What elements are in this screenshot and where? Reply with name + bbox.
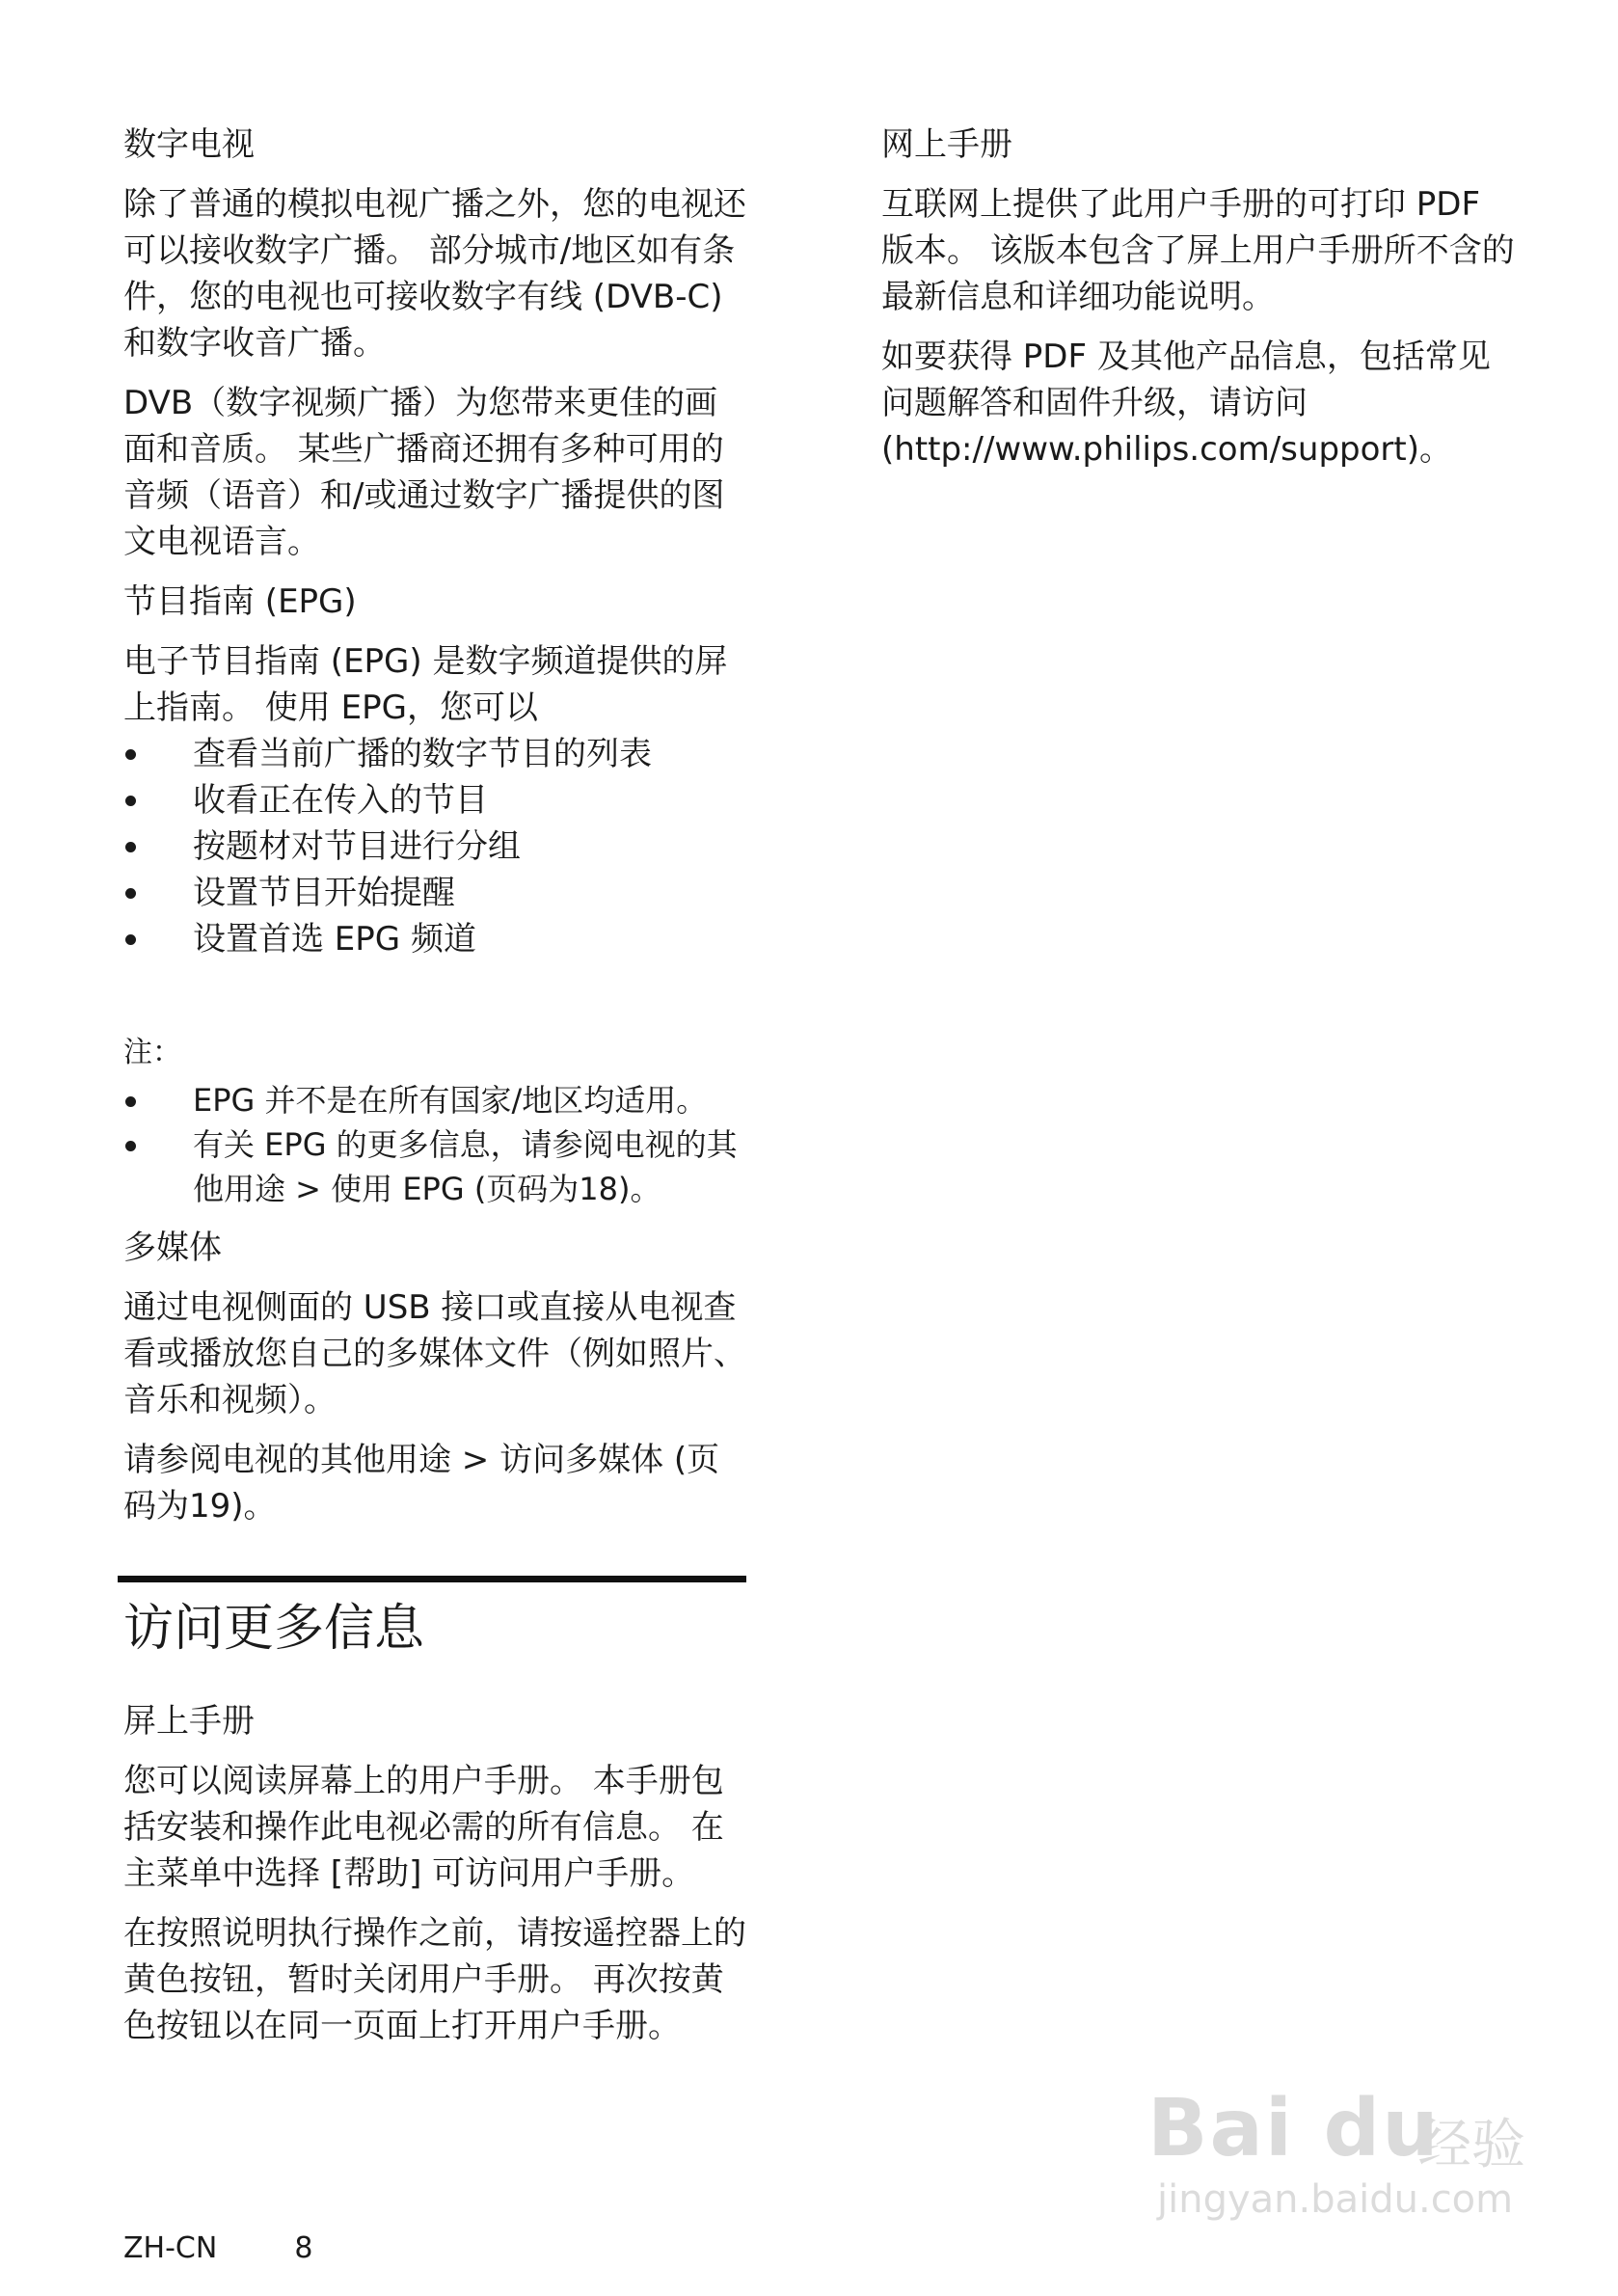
onscreen-manual-paragraph-1: 您可以阅读屏幕上的用户手册。 本手册包括安装和操作此电视必需的所有信息。 在主菜单中选择 [帮助] 可访问用户手册。: [123, 1762, 724, 1893]
multimedia-paragraph-2: 请参阅电视的其他用途 > 访问多媒体 (页码为19)。: [123, 1441, 720, 1526]
section-online-manual: [881, 122, 1518, 473]
list-item: [123, 824, 750, 870]
page-footer: [123, 2229, 312, 2268]
bullet-icon: [125, 1141, 136, 1151]
bullet-icon: [125, 888, 136, 899]
list-item: [123, 1078, 750, 1122]
chapter-title: 访问更多信息: [123, 1600, 425, 1658]
note-text: EPG 并不是在所有国家/地区均适用。: [193, 1082, 708, 1119]
bullet-icon: [125, 749, 136, 760]
list-item-text: 设置首选 EPG 频道: [193, 920, 476, 959]
bullet-icon: [125, 934, 136, 945]
list-item: [123, 777, 750, 824]
watermark-cn: 经验: [1417, 2114, 1525, 2176]
list-item-text: 按题材对节目进行分组: [193, 827, 521, 866]
online-manual-heading: 网上手册: [881, 125, 1012, 164]
note-label: 注：: [123, 1036, 181, 1069]
section-divider: [118, 1576, 746, 1582]
onscreen-manual-paragraph-2: 在按照说明执行操作之前，请按遥控器上的黄色按钮，暂时关闭用户手册。 再次按黄色按钮以在同一页面上打开用户手册。: [123, 1914, 746, 2045]
list-item: [123, 731, 750, 777]
note-text: 有关 EPG 的更多信息，请参阅电视的其他用途 > 使用 EPG (页码为18)。: [193, 1126, 738, 1207]
epg-intro: 电子节目指南 (EPG) 是数字频道提供的屏上指南。 使用 EPG，您可以: [123, 642, 728, 727]
digital-tv-paragraph-2: DVB（数字视频广播）为您带来更佳的画面和音质。 某些广播商还拥有多种可用的音频（语音）和/或通过数字广播提供的图文电视语言。: [123, 384, 725, 561]
list-item: [123, 916, 750, 962]
left-column: [123, 122, 750, 2063]
bullet-icon: [125, 796, 136, 806]
list-item: [123, 870, 750, 916]
baidu-watermark: [1128, 2054, 1533, 2228]
list-item: [123, 1122, 750, 1211]
bullet-icon: [125, 842, 136, 852]
list-item-text: 收看正在传入的节目: [193, 781, 488, 820]
multimedia-paragraph-1: 通过电视侧面的 USB 接口或直接从电视查看或播放您自己的多媒体文件（例如照片、音乐和视频）。: [123, 1288, 746, 1419]
list-item-text: 设置节目开始提醒: [193, 874, 455, 912]
multimedia-heading: 多媒体: [123, 1229, 222, 1267]
online-manual-paragraph-1: 互联网上提供了此用户手册的可打印 PDF 版本。 该版本包含了屏上用户手册所不含的最新信息和详细功能说明。: [881, 185, 1515, 316]
section-digital-tv: [123, 122, 750, 565]
epg-feature-list: [123, 731, 750, 962]
list-item-text: 查看当前广播的数字节目的列表: [193, 735, 652, 773]
watermark-url: jingyan.baidu.com: [1157, 2177, 1514, 2222]
watermark-brand: Bai du: [1147, 2083, 1441, 2174]
epg-heading: 节目指南 (EPG): [123, 582, 357, 621]
page-number: 8: [294, 2231, 313, 2265]
section-epg: [123, 579, 750, 1211]
digital-tv-paragraph-1: 除了普通的模拟电视广播之外，您的电视还可以接收数字广播。 部分城市/地区如有条件，您的电视也可接收数字有线 (DVB-C) 和数字收音广播。: [123, 185, 746, 363]
bullet-icon: [125, 1096, 136, 1107]
digital-tv-heading: 数字电视: [123, 125, 255, 164]
note-list: [123, 1078, 750, 1211]
language-code: ZH-CN: [123, 2231, 218, 2265]
section-multimedia: [123, 1225, 750, 1529]
right-column: [881, 122, 1518, 486]
onscreen-manual-heading: 屏上手册: [123, 1702, 255, 1741]
online-manual-paragraph-2: 如要获得 PDF 及其他产品信息，包括常见问题解答和固件升级，请访问 (http://www.philips.com/support)。: [881, 338, 1491, 469]
section-onscreen-manual: [123, 1698, 750, 2049]
